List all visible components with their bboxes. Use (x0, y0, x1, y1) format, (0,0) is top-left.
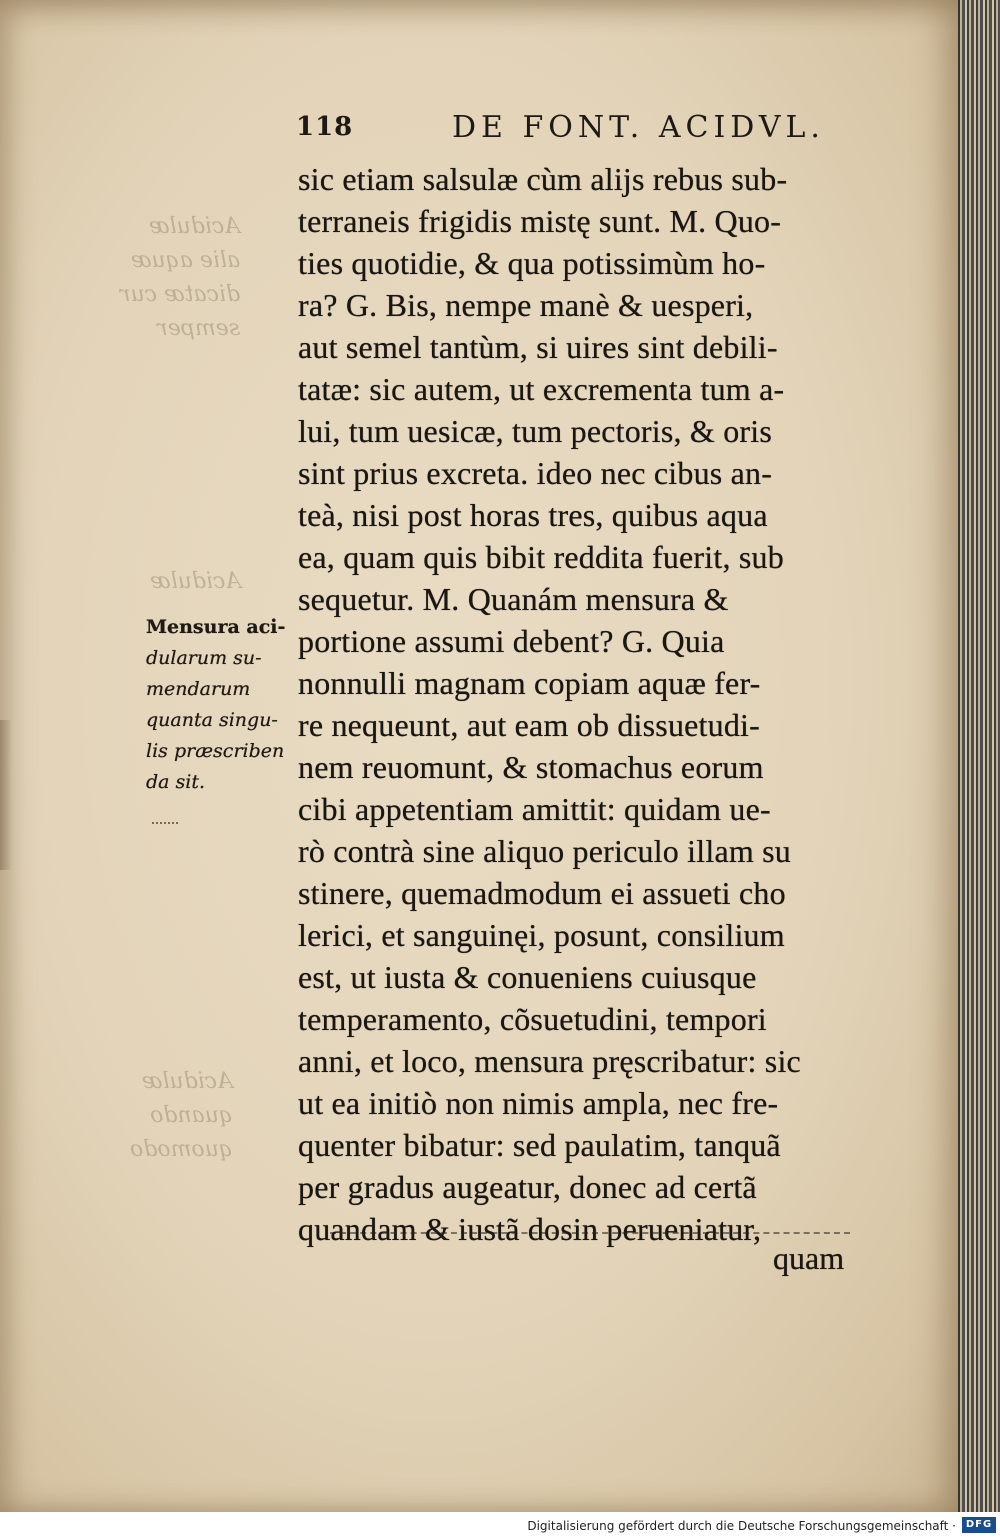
running-head: DE FONT. ACIDVL. (452, 110, 825, 145)
text-line: tatæ: sic autem, ut excrementa tum a- (298, 371, 785, 407)
margin-note-line: mendarum (146, 678, 251, 700)
marginal-note (146, 612, 314, 798)
catchword: quam (773, 1240, 845, 1276)
show-through-ghost-text-top: Acidulæ alie aquæ dicatæ cur semper (120, 214, 241, 341)
text-line: lui, tum uesicæ, tum pectoris, & oris (298, 413, 773, 449)
show-through-ghost-text-bottom: Acidulæ quando quomodo (130, 1069, 233, 1162)
text-line: terraneis frigidis mistę sunt. M. Quo- (298, 203, 782, 239)
margin-dash-mark (152, 822, 178, 824)
text-line: portione assumi debent? G. Quia (298, 623, 725, 659)
margin-note-line: lis præscriben (146, 740, 285, 762)
text-line: ties quotidie, & qua potissimùm ho- (298, 245, 766, 281)
text-line: lerici, et sanguinęi, posunt, consilium (298, 917, 785, 953)
bottom-rule (330, 1232, 850, 1234)
text-line: quandam & iustã dosin perueniatur, (298, 1211, 762, 1247)
text-line: cibi appetentiam amittit: quidam ue- (298, 791, 771, 827)
text-line: sic etiam salsulæ cùm alijs rebus sub- (298, 161, 788, 197)
text-line: teà, nisi post horas tres, quibus aqua (298, 497, 768, 533)
text-line: per gradus augeatur, donec ad certã (298, 1169, 757, 1205)
body-text-block (298, 158, 918, 1250)
dfg-logo-icon: DFG (962, 1517, 996, 1533)
text-line: ut ea initiò non nimis ampla, nec fre- (298, 1085, 779, 1121)
page-edge-stack (958, 0, 1000, 1512)
page-header (296, 108, 825, 152)
funding-credit: Digitalisierung gefördert durch die Deutsche Forschungsgemeinschaft · (527, 1519, 956, 1533)
binding-shadow (0, 720, 12, 870)
text-line: nem reuomunt, & stomachus eorum (298, 749, 764, 785)
text-line: stinere, quemadmodum ei assueti cho (298, 875, 786, 911)
text-line: temperamento, cõsuetudini, tempori (298, 1001, 767, 1037)
text-line: aut semel tantùm, si uires sint debili- (298, 329, 778, 365)
margin-note-line: da sit. (146, 771, 206, 793)
text-line: est, ut iusta & conueniens cuiusque (298, 959, 757, 995)
show-through-ghost-text-middle: Acidulæ (150, 569, 242, 594)
margin-note-line: Mensura aci- (146, 616, 286, 638)
text-line: rò contrà sine aliquo periculo illam su (298, 833, 792, 869)
text-line: anni, et loco, mensura pręscribatur: sic (298, 1043, 801, 1079)
page-number: 118 (296, 112, 354, 142)
margin-note-line: quanta singu- (146, 709, 278, 731)
text-line: sint prius excreta. ideo nec cibus an- (298, 455, 773, 491)
text-line: sequetur. M. Quanám mensura & (298, 581, 729, 617)
text-line: ea, quam quis bibit reddita fuerit, sub (298, 539, 784, 575)
text-line: ra? G. Bis, nempe manè & uesperi, (298, 287, 754, 323)
margin-note-line: dularum su- (146, 647, 262, 669)
text-line: re nequeunt, aut eam ob dissuetudi- (298, 707, 760, 743)
text-line: quenter bibatur: sed paulatim, tanquã (298, 1127, 781, 1163)
text-line: nonnulli magnam copiam aquæ fer- (298, 665, 761, 701)
